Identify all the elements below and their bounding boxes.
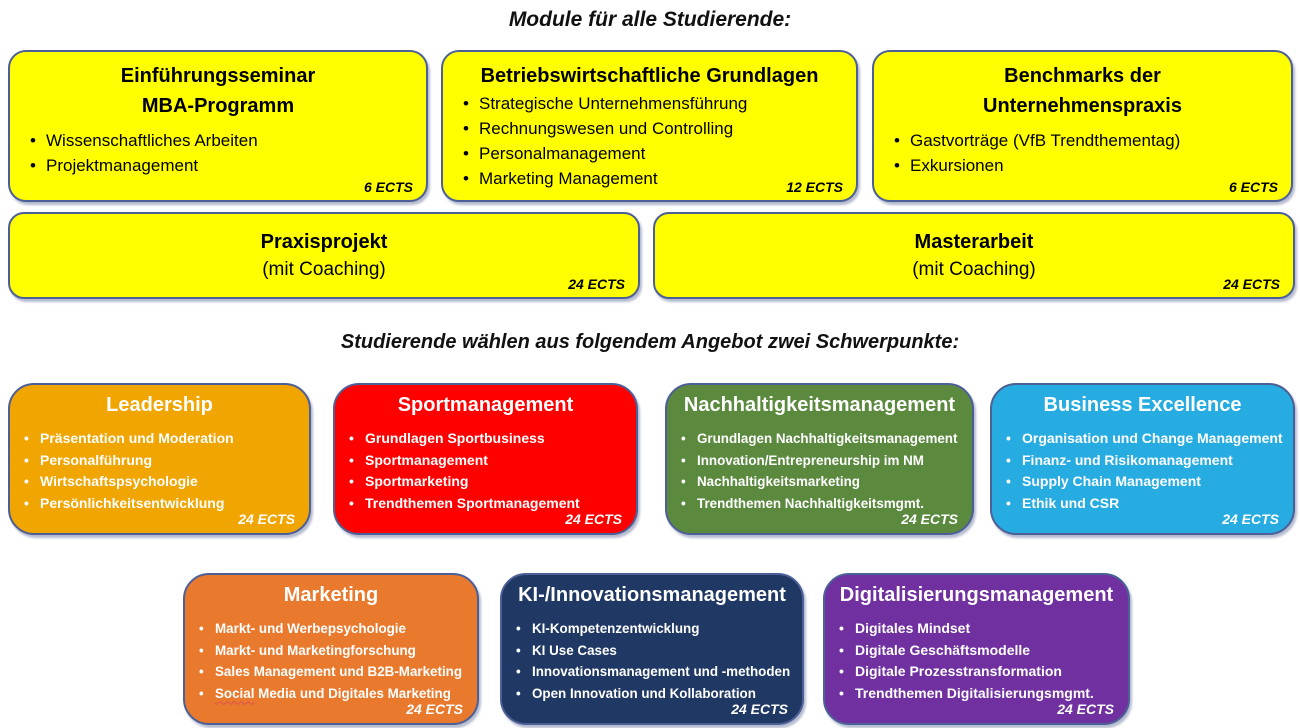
bullet-item: • Digitale Prozesstransformation (833, 661, 1120, 683)
ects-label: 24 ECTS (1222, 511, 1279, 527)
bullet-item: • Sales Management und B2B-Marketing (193, 661, 469, 683)
module-title-line: MBA-Programm (141, 95, 295, 117)
bullet-item: • Social Media und Digitales Marketing (193, 683, 469, 705)
ects-label: 24 ECTS (731, 701, 788, 717)
bullet-item: • Digitale Geschäftsmodelle (833, 640, 1120, 662)
module-box-praxisprojekt (8, 212, 640, 299)
specialization-box-digitalisierungsmanagement (823, 573, 1130, 725)
module-subtitle: (mit Coaching) (262, 258, 386, 280)
module-title: Praxisprojekt (260, 230, 388, 253)
bullet-item: • KI Use Cases (510, 640, 794, 662)
bullet-item: • Wissenschaftliches Arbeiten (20, 128, 416, 153)
specialization-title: Nachhaltigkeitsmanagement (683, 394, 956, 416)
bullet-item: • Nachhaltigkeitsmarketing (675, 471, 964, 493)
ects-label: 24 ECTS (406, 701, 463, 717)
bullet-item: • Projektmanagement (20, 153, 416, 178)
module-title: Masterarbeit (914, 230, 1034, 253)
bullet-list (10, 428, 309, 514)
bullet-item: • Personalführung (18, 450, 301, 472)
specialization-box-leadership (8, 383, 311, 535)
top-heading: Module für alle Studierende: (508, 8, 792, 31)
module-title-line: Benchmarks der (1004, 65, 1161, 87)
bullet-item: • Strategische Unternehmensführung (453, 91, 846, 116)
specialization-title: Sportmanagement (397, 394, 574, 416)
module-subtitle: (mit Coaching) (912, 258, 1036, 280)
spellchecked-word: Social (215, 685, 255, 701)
specialization-title: Digitalisierungsmanagement (839, 584, 1114, 606)
specialization-box-business-excellence (990, 383, 1295, 535)
bullet-item: • Digitales Mindset (833, 618, 1120, 640)
bullet-item: • Finanz- und Risikomanagement (1000, 450, 1285, 472)
bullet-item: • Wirtschaftspsychologie (18, 471, 301, 493)
ects-label: 24 ECTS (1223, 276, 1280, 292)
module-box-benchmarks-der-unternehmenspraxis (872, 50, 1293, 202)
bullet-list (667, 428, 972, 514)
bullet-item: • Markt- und Marketingforschung (193, 640, 469, 662)
module-title (874, 61, 1291, 121)
module-title-line: Unternehmenspraxis (983, 95, 1182, 117)
bullet-item: • Gastvorträge (VfB Trendthementag) (884, 128, 1281, 153)
bullet-item: • Marketing Management (453, 166, 846, 191)
module-title (10, 61, 426, 121)
bullet-list (10, 128, 426, 178)
bullet-item: • Innovationsmanagement und -methoden (510, 661, 794, 683)
bullet-item: • Präsentation und Moderation (18, 428, 301, 450)
bullet-item: • Supply Chain Management (1000, 471, 1285, 493)
middle-heading: Studierende wählen aus folgendem Angebot zwei Schwerpunkte: (340, 331, 960, 353)
bullet-list (992, 428, 1293, 514)
ects-label: 24 ECTS (238, 511, 295, 527)
ects-label: 24 ECTS (1057, 701, 1114, 717)
bullet-item: • Trendthemen Sportmanagement (343, 493, 628, 515)
ects-label: 24 ECTS (565, 511, 622, 527)
bullet-item: • Personalmanagement (453, 141, 846, 166)
module-title-line: Betriebswirtschaftliche Grundlagen (480, 65, 819, 87)
specialization-title: Marketing (283, 584, 379, 606)
ects-label: 6 ECTS (363, 179, 413, 195)
bullet-item: • Ethik und CSR (1000, 493, 1285, 515)
ects-label: 24 ECTS (568, 276, 625, 292)
specialization-title: KI-/Innovationsmanagement (518, 584, 786, 606)
bullet-item: • Organisation und Change Management (1000, 428, 1285, 450)
bullet-item: • Grundlagen Sportbusiness (343, 428, 628, 450)
specialization-title: Leadership (106, 394, 213, 416)
ects-label: 12 ECTS (786, 179, 843, 195)
bullet-list (825, 618, 1128, 704)
module-title (443, 61, 856, 91)
bullet-list (502, 618, 802, 704)
bullet-list (185, 618, 477, 704)
specialization-title: Business Excellence (1043, 394, 1242, 416)
bullet-list (335, 428, 636, 514)
bullet-item: • Exkursionen (884, 153, 1281, 178)
bullet-item: • Markt- und Werbepsychologie (193, 618, 469, 640)
bullet-item: • Sportmanagement (343, 450, 628, 472)
specialization-box-nachhaltigkeitsmanagement (665, 383, 974, 535)
specialization-box-marketing (183, 573, 479, 725)
bullet-item: • Open Innovation und Kollaboration (510, 683, 794, 705)
bullet-list (443, 91, 856, 191)
bullet-item: • Sportmarketing (343, 471, 628, 493)
module-box-einfuehrungsseminar (8, 50, 428, 202)
bullet-item: • Trendthemen Digitalisierungsmgmt. (833, 683, 1120, 705)
module-box-masterarbeit (653, 212, 1295, 299)
ects-label: 6 ECTS (1228, 179, 1278, 195)
bullet-list (874, 128, 1291, 178)
bullet-item: • Rechnungswesen und Controlling (453, 116, 846, 141)
bullet-item: • KI-Kompetenzentwicklung (510, 618, 794, 640)
bullet-item: • Innovation/Entrepreneurship im NM (675, 450, 964, 472)
bullet-item: • Trendthemen Nachhaltigkeitsmgmt. (675, 493, 964, 515)
module-box-betriebswirtschaftliche-grundlagen (441, 50, 858, 202)
specialization-box-ki-innovationsmanagement (500, 573, 804, 725)
bullet-item: • Persönlichkeitsentwicklung (18, 493, 301, 515)
specialization-box-sportmanagement (333, 383, 638, 535)
ects-label: 24 ECTS (901, 511, 958, 527)
bullet-item: • Grundlagen Nachhaltigkeitsmanagement (675, 428, 964, 450)
module-title-line: Einführungsseminar (120, 65, 316, 87)
